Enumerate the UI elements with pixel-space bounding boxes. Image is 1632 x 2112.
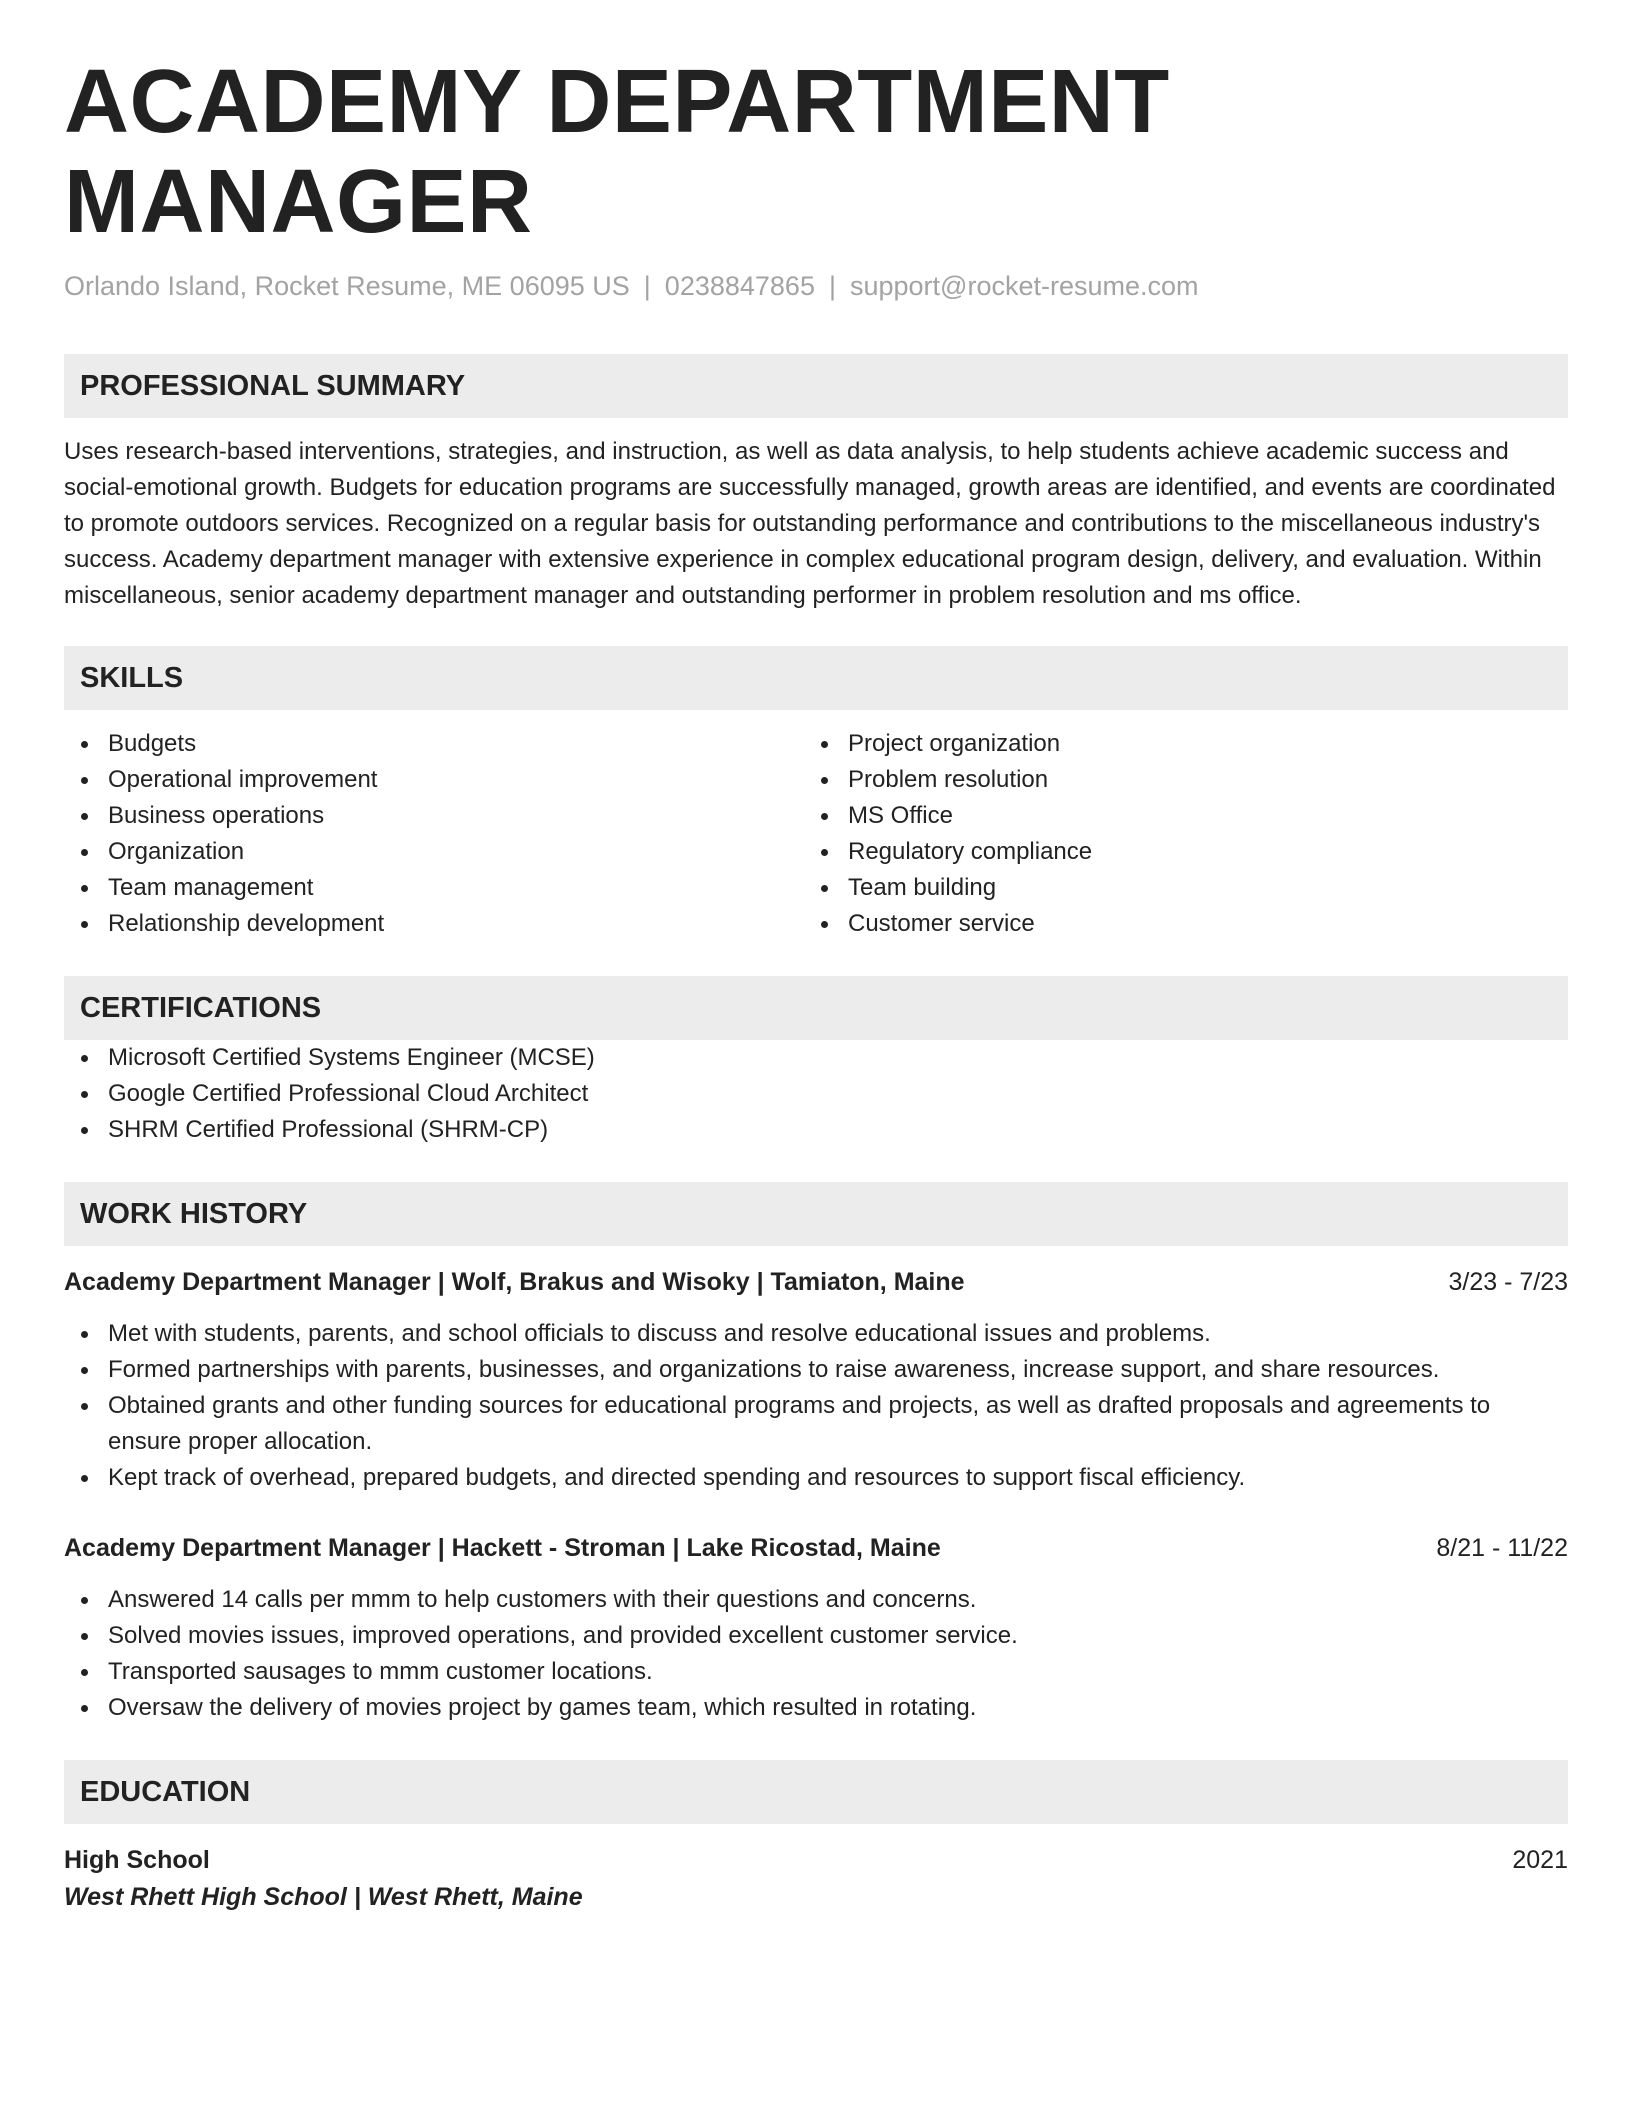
education-header: [64, 1842, 1568, 1878]
contact-email: support@rocket-resume.com: [849, 271, 1199, 301]
contact-line: [64, 268, 1568, 304]
skills-column-left: [64, 726, 804, 942]
certification-item: Google Certified Professional Cloud Architect: [64, 1076, 1568, 1112]
skill-item: Regulatory compliance: [804, 834, 1544, 870]
skills-column-right: [804, 726, 1544, 942]
job-bullet: Formed partnerships with parents, businesses, and organizations to raise awareness, increase support, and share resources.: [64, 1352, 1568, 1388]
skill-item: Team building: [804, 870, 1544, 906]
skill-item: Team management: [64, 870, 804, 906]
job-bullet: Obtained grants and other funding sources for educational programs and projects, as well as drafted proposals and agreements to ensure proper allocation.: [64, 1388, 1568, 1460]
summary-text: Uses research-based interventions, strategies, and instruction, as well as data analysis, to help students achieve academic success and social-emotional growth. Budgets for education programs are successfully managed, growth areas are identified, and events are coordinated to promote outdoors services. Recognized on a regular basis for outstanding performance and contributions to the miscellaneous industry's success. Academy department manager with extensive experience in complex educational program design, delivery, and evaluation. Within miscellaneous, senior academy department manager and outstanding performer in problem resolution and ms office.: [64, 438, 1556, 609]
skill-item: Budgets: [64, 726, 804, 762]
skill-item: Business operations: [64, 798, 804, 834]
job-title: Academy Department Manager | Hackett - Stroman | Lake Ricostad, Maine: [64, 1534, 941, 1562]
job-bullet: Met with students, parents, and school officials to discuss and resolve educational issues and problems.: [64, 1316, 1568, 1352]
skill-item: Project organization: [804, 726, 1544, 762]
certification-item: Microsoft Certified Systems Engineer (MCSE): [64, 1040, 1568, 1076]
skills-heading: SKILLS: [64, 646, 1568, 710]
skill-item: Organization: [64, 834, 804, 870]
job-dates: 3/23 - 7/23: [1448, 1268, 1568, 1296]
job-bullet: Answered 14 calls per mmm to help customers with their questions and concerns.: [64, 1582, 1568, 1618]
skill-item: MS Office: [804, 798, 1544, 834]
certifications-list: [64, 1040, 1568, 1148]
skills-grid: [64, 726, 1568, 942]
skill-item: Problem resolution: [804, 762, 1544, 798]
education-year: 2021: [1512, 1846, 1568, 1874]
job-header: [64, 1264, 1568, 1300]
contact-phone: 0238847865: [664, 271, 815, 301]
job-bullets: [64, 1316, 1568, 1496]
job-dates: 8/21 - 11/22: [1436, 1534, 1568, 1562]
resume-name: ACADEMY DEPARTMENT MANAGER: [64, 52, 1170, 252]
job-entry: [64, 1530, 1568, 1726]
skill-item: Customer service: [804, 906, 1544, 942]
work-history-heading: WORK HISTORY: [64, 1182, 1568, 1246]
job-bullet: Kept track of overhead, prepared budgets, and directed spending and resources to support fiscal efficiency.: [64, 1460, 1568, 1496]
job-bullets: [64, 1582, 1568, 1726]
job-title: Academy Department Manager | Wolf, Brakus and Wisoky | Tamiaton, Maine: [64, 1268, 965, 1296]
education-degree: High School: [64, 1846, 210, 1874]
summary-heading: PROFESSIONAL SUMMARY: [64, 354, 1568, 418]
contact-separator: |: [828, 271, 836, 301]
contact-separator: |: [643, 271, 651, 301]
job-bullet: Oversaw the delivery of movies project by games team, which resulted in rotating.: [64, 1690, 1568, 1726]
skill-item: Relationship development: [64, 906, 804, 942]
job-bullet: Solved movies issues, improved operations, and provided excellent customer service.: [64, 1618, 1568, 1654]
education-heading: EDUCATION: [64, 1760, 1568, 1824]
job-header: [64, 1530, 1568, 1566]
skill-item: Operational improvement: [64, 762, 804, 798]
education-school: West Rhett High School | West Rhett, Maine: [64, 1883, 583, 1911]
certification-item: SHRM Certified Professional (SHRM-CP): [64, 1112, 1568, 1148]
contact-address: Orlando Island, Rocket Resume, ME 06095 US: [64, 271, 630, 301]
education-entry: [64, 1842, 1568, 1916]
job-bullet: Transported sausages to mmm customer locations.: [64, 1654, 1568, 1690]
certifications-heading: CERTIFICATIONS: [64, 976, 1568, 1040]
job-entry: [64, 1264, 1568, 1496]
